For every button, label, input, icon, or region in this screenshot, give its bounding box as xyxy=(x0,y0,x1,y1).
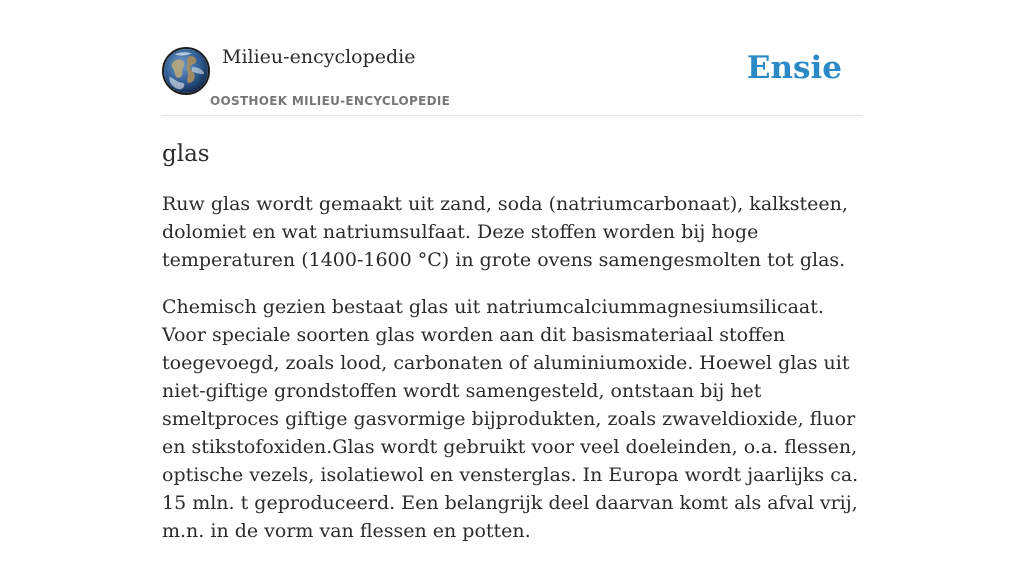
earth-globe-icon[interactable] xyxy=(162,47,210,95)
brand-logo-link[interactable]: Ensie xyxy=(746,50,842,86)
header-divider xyxy=(162,115,862,116)
article xyxy=(162,138,862,564)
article-paragraph: Chemisch gezien bestaat glas uit natriumcalciummagnesiumsilicaat. Voor speciale soorten glas worden aan dit basismateriaal stoffen toegevoegd, zoals lood, carbonaten of aluminiumoxide. Hoewel glas uit niet-giftige grondstoffen wordt samengesteld, ontstaan bij het smeltproces giftige gasvormige bijprodukten, zoals zwaveldioxide, fluor en stikstofoxiden.Glas wordt gebruikt voor veel doeleinden, o.a. flessen, optische vezels, isolatiewol en vensterglas. In Europa wordt jaarlijks ca. 15 mln. t geproduceerd. Een belangrijk deel daarvan komt als afval vrij, m.n. in de vorm van flessen en potten. xyxy=(162,296,859,542)
article-paragraph: Ruw glas wordt gemaakt uit zand, soda (natriumcarbonaat), kalksteen, dolomiet en wat natriumsulfaat. Deze stoffen worden bij hoge temperaturen (1400-1600 °C) in grote ovens samengesmolten tot glas. xyxy=(162,193,848,271)
article-title: glas xyxy=(162,141,210,167)
site-subtitle[interactable]: OOSTHOEK MILIEU-ENCYCLOPEDIE xyxy=(210,94,451,108)
earth-globe-graphic xyxy=(164,49,208,93)
site-header xyxy=(162,40,862,116)
site-name[interactable]: Milieu-encyclopedie xyxy=(222,46,416,68)
